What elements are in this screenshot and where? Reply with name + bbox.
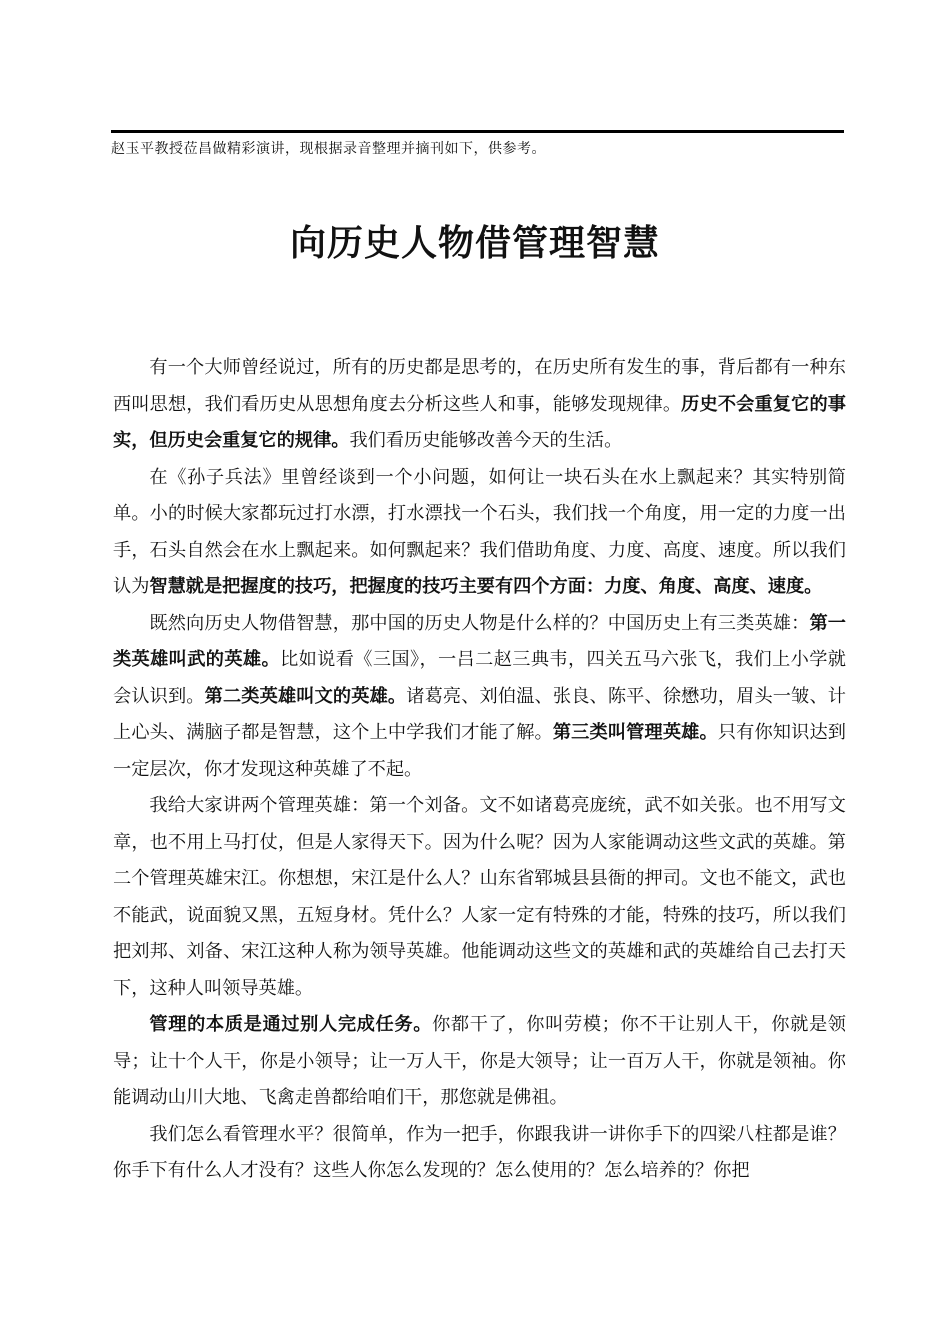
paragraph-text: 在《孙子兵法》里曾经谈到一个小问题，如何让一块石头在水上飘起来？其实特别简单。小的时候大家都玩过打水漂，打水漂找一个石头，我们找一个角度，用一定的力度一出手，石头自然会在水上飘起来。如何飘起来？我们借助角度、力度、高度、速度。所以我们认为: [113, 466, 846, 597]
paragraph-6: [113, 1117, 846, 1190]
article-body: [113, 350, 846, 1190]
bold-statement: 智慧就是把握度的技巧，把握度的技巧主要有四个方面：力度、角度、高度、速度。: [149, 576, 823, 597]
paragraph-text: 既然向历史人物借智慧，那中国的历史人物是什么样的？中国历史上有三类英雄：: [149, 612, 810, 634]
paragraph-2: [113, 460, 846, 606]
paragraph-text: 比如说看《三国》，一吕二赵三典韦，四关五马六张飞，我们上小学就会认识到。: [113, 649, 846, 707]
article-title: 向历史人物借管理智慧: [289, 223, 660, 264]
paragraph-text: 我们看历史能够改善今天的生活。: [349, 430, 623, 451]
paragraph-3: [113, 606, 846, 789]
bold-statement: 第二类英雄叫文的英雄。: [204, 685, 407, 707]
paragraph-5: [113, 1007, 846, 1117]
bold-statement: 第一类英雄叫武的英雄。: [113, 612, 846, 670]
paragraph-text: 有一个大师曾经说过，所有的历史都是思考的，在历史所有发生的事，背后都有一种东西叫思想，我们看历史从思想角度去分析这些人和事，能够发现规律。: [113, 357, 846, 415]
paragraph-text: 我给大家讲两个管理英雄：第一个刘备。文不如诸葛亮庞统，武不如关张。也不用写文章，也不用上马打仗，但是人家得天下。因为什么呢？因为人家能调动这些文武的英雄。第二个管理英雄宋江。你想想，宋江是什么人？山东省郓城县县衙的押司。文也不能文，武也不能武，说面貌又黑，五短身材。凭什么？人家一定有特殊的才能，特殊的技巧，所以我们把刘邦、刘备、宋江这种人称为领导英雄。他能调动这些文的英雄和武的英雄给自己去打天下，这种人叫领导英雄。: [113, 795, 846, 999]
paragraph-4: [113, 788, 846, 1007]
paragraph-1: [113, 350, 846, 460]
bold-statement: 管理的本质是通过别人完成任务。: [149, 1014, 433, 1035]
paragraph-text: 你都干了，你叫劳模；你不干让别人干，你就是领导；让十个人干，你是小领导；让一万人干，你是大领导；让一百万人干，你就是领袖。你能调动山川大地、飞禽走兽都给咱们干，那您就是佛祖。: [113, 1014, 846, 1108]
bold-statement: 第三类叫管理英雄。: [552, 722, 718, 743]
paragraph-text: 诸葛亮、刘伯温、张良、陈平、徐懋功，眉头一皱、计上心头、满脑子都是智慧，这个上中学我们才能了解。: [113, 685, 846, 743]
bold-statement: 历史不会重复它的事实，但历史会重复它的规律。: [113, 393, 846, 451]
header-rule: [111, 130, 844, 133]
intro-note: 赵玉平教授莅昌做精彩演讲，现根据录音整理并摘刊如下，供参考。: [111, 141, 546, 157]
paragraph-text: 只有你知识达到一定层次，你才发现这种英雄了不起。: [113, 722, 846, 780]
paragraph-text: 我们怎么看管理水平？很简单，作为一把手，你跟我讲一讲你手下的四梁八柱都是谁？你手下有什么人才没有？这些人你怎么发现的？怎么使用的？怎么培养的？你把: [113, 1123, 846, 1181]
